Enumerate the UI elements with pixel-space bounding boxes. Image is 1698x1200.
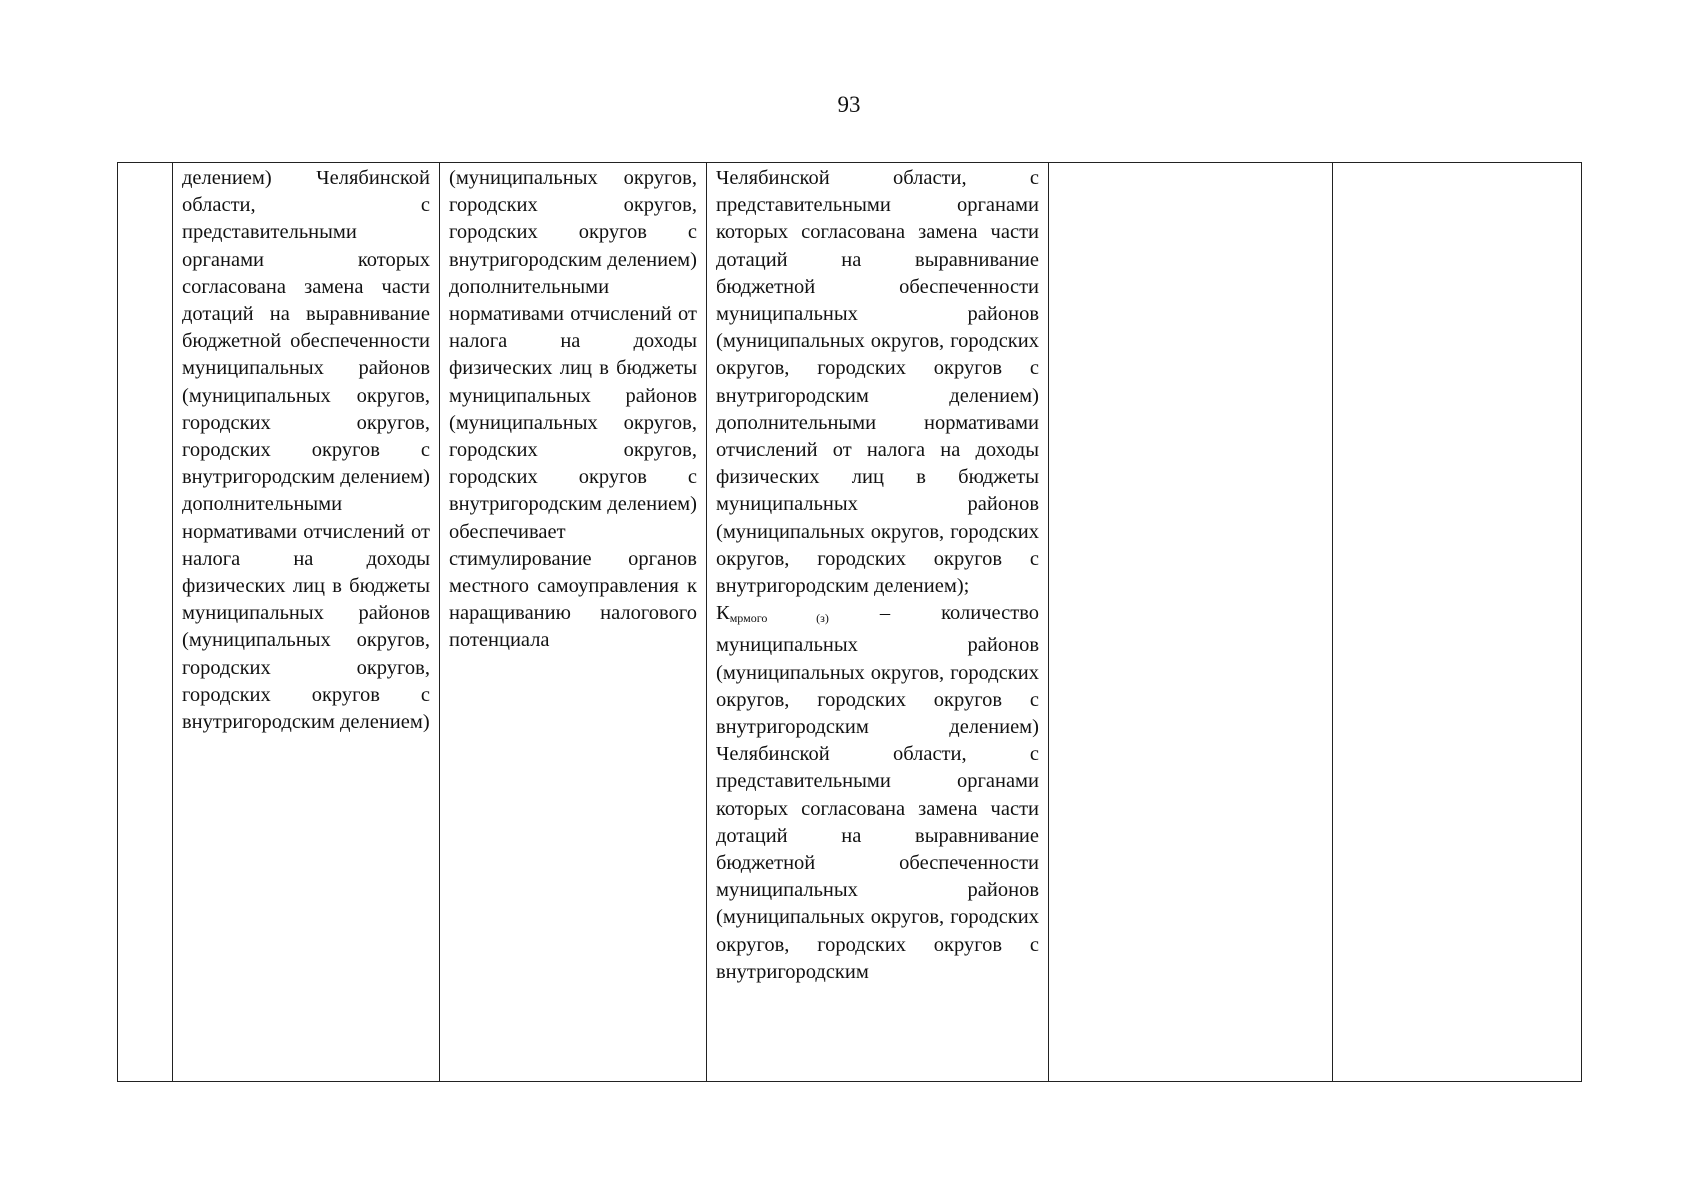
formula-text-part-2: [716, 600, 1039, 986]
formula-definition: – количество муниципальных районов (муниципальных округов, городских округов, городских округов с внутригородским делением) Челябинской области, с представительными органами которых согласована замена части дотаций на выравнивание бюджетной обеспеченности муниципальных районов (муниципальных округов, городских округов, городских округов с внутригородским: [716, 602, 1039, 983]
formula-text-part-1: Челябинской области, с представительными органами которых согласована замена части дотаций на выравнивание бюджетной обеспеченности муниципальных районов (муниципальных округов, городских округов, городских округов с внутригородским делением) дополнительными нормативами отчислений от налога на доходы физических лиц в бюджеты муниципальных районов (муниципальных округов, городских округов, городских округов с внутригородским делением);: [716, 167, 1039, 598]
page-number: 93: [837, 92, 861, 117]
formula-description-cell: [707, 163, 1049, 1082]
condition-cell: делением) Челябинской области, с представительными органами которых согласована замена части дотаций на выравнивание бюджетной обеспеченности муниципальных районов (муниципальных округов, городских округов, городских округов с внутригородским делением) дополнительными нормативами отчислений от налога на доходы физических лиц в бюджеты муниципальных районов (муниципальных округов, городских округов, городских округов с внутригородским делением): [173, 163, 440, 1082]
document-table: [117, 162, 1582, 1082]
table-row: [118, 163, 1582, 1082]
rationale-cell: (муниципальных округов, городских округов, городских округов с внутригородским делением) дополнительными нормативами отчислений от налога на доходы физических лиц в бюджеты муниципальных районов (муниципальных округов, городских округов, городских округов с внутригородским делением) обеспечивает стимулирование органов местного самоуправления к наращиванию налогового потенциала: [440, 163, 707, 1082]
formula-symbol: К: [716, 602, 730, 625]
row-number-cell: [118, 163, 173, 1082]
empty-cell-e: [1333, 163, 1582, 1082]
formula-symbol-subscript: мрмого (з): [729, 611, 829, 626]
empty-cell-d: [1049, 163, 1333, 1082]
